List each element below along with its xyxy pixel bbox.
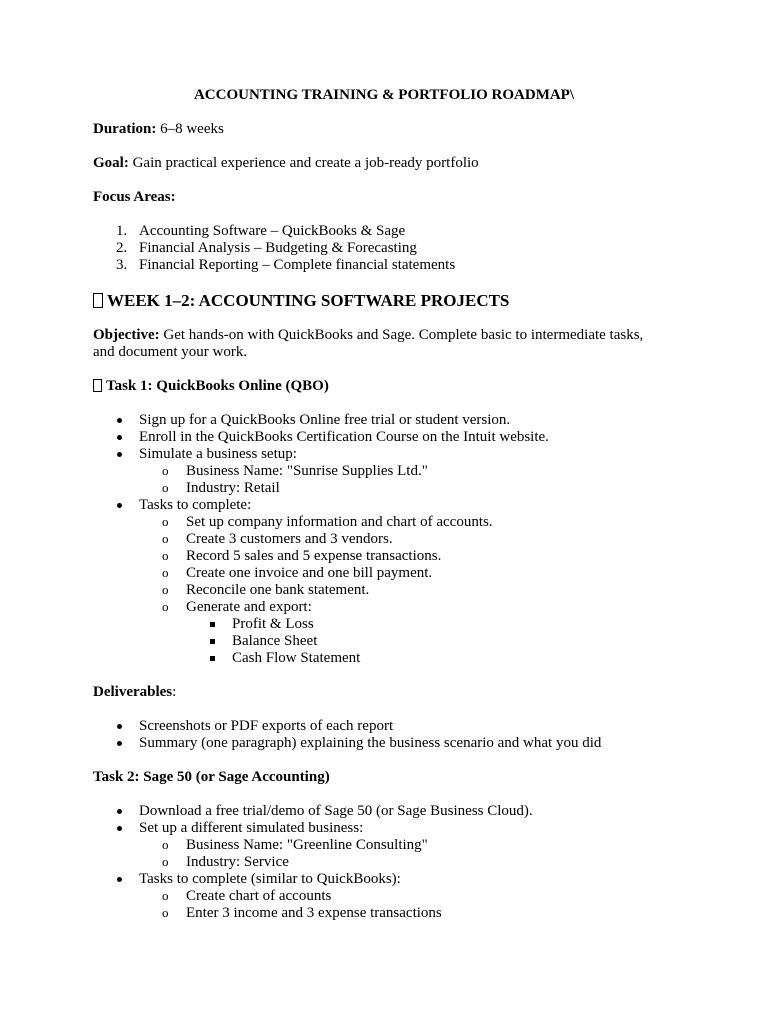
list-item: Enter 3 income and 3 expense transactions — [186, 905, 442, 921]
deliverables-heading — [93, 684, 176, 701]
week-heading-text: WEEK 1–2: ACCOUNTING SOFTWARE PROJECTS — [107, 291, 510, 310]
circle-bullet-icon: o — [162, 582, 169, 597]
circle-bullet-icon: o — [162, 480, 169, 495]
circle-bullet-icon: o — [162, 531, 169, 546]
list-item: Accounting Software – QuickBooks & Sage — [139, 223, 406, 239]
bullet-icon — [117, 809, 122, 814]
list-item: Business Name: "Greenline Consulting" — [186, 837, 428, 853]
list-item: Reconcile one bank statement. — [186, 582, 370, 598]
focus-areas-label: Focus Areas: — [93, 189, 176, 205]
duration-line — [93, 121, 224, 138]
list-item: Record 5 sales and 5 expense transactions. — [186, 548, 442, 564]
circle-bullet-icon: o — [162, 837, 169, 852]
list-item: Set up a different simulated business: — [139, 820, 364, 836]
week-heading — [93, 291, 509, 310]
list-item: Simulate a business setup: — [139, 446, 297, 462]
list-item: Tasks to complete (similar to QuickBooks): — [139, 871, 401, 887]
goal-line — [93, 155, 479, 172]
bullet-icon — [117, 826, 122, 831]
list-item: Enroll in the QuickBooks Certification Course on the Intuit website. — [139, 429, 549, 445]
deliverables-label: Deliverables — [93, 684, 173, 700]
bullet-icon — [117, 503, 122, 508]
document-title: ACCOUNTING TRAINING & PORTFOLIO ROADMAP\ — [193, 87, 575, 103]
bullet-icon — [117, 724, 122, 729]
list-item: Financial Reporting – Complete financial statements — [139, 257, 456, 273]
deliverables-colon: : — [172, 684, 177, 700]
objective-label: Objective: — [93, 327, 160, 343]
bullet-icon — [117, 741, 122, 746]
list-number: 3. — [116, 257, 128, 273]
circle-bullet-icon: o — [162, 599, 169, 614]
list-item: Industry: Service — [186, 854, 289, 870]
objective-line-1 — [93, 327, 643, 344]
objective-text: Get hands-on with QuickBooks and Sage. Complete basic to intermediate tasks, — [159, 327, 644, 343]
list-item: Sign up for a QuickBooks Online free trial or student version. — [139, 412, 511, 428]
list-item: Business Name: "Sunrise Supplies Ltd." — [186, 463, 428, 479]
list-item: Financial Analysis – Budgeting & Forecasting — [139, 240, 417, 256]
circle-bullet-icon: o — [162, 854, 169, 869]
square-bullet-icon — [210, 639, 215, 644]
list-item: Create 3 customers and 3 vendors. — [186, 531, 393, 547]
list-number: 2. — [116, 240, 128, 256]
circle-bullet-icon: o — [162, 905, 169, 920]
list-number: 1. — [116, 223, 128, 239]
list-item: Industry: Retail — [186, 480, 280, 496]
list-item: Screenshots or PDF exports of each report — [139, 718, 394, 734]
square-bullet-icon — [210, 656, 215, 661]
circle-bullet-icon: o — [162, 888, 169, 903]
goal-label: Goal: — [93, 155, 129, 171]
goal-value: Gain practical experience and create a job-ready portfolio — [128, 155, 479, 171]
list-item: Profit & Loss — [232, 616, 314, 632]
bullet-icon — [117, 452, 122, 457]
circle-bullet-icon: o — [162, 514, 169, 529]
list-item: Create chart of accounts — [186, 888, 332, 904]
circle-bullet-icon: o — [162, 565, 169, 580]
task1-heading — [93, 378, 329, 395]
objective-line-2: and document your work. — [93, 344, 248, 360]
circle-bullet-icon: o — [162, 463, 169, 478]
list-item: Cash Flow Statement — [232, 650, 361, 666]
duration-label: Duration: — [93, 121, 157, 137]
list-item: Download a free trial/demo of Sage 50 (or Sage Business Cloud). — [139, 803, 533, 819]
list-item: Tasks to complete: — [139, 497, 252, 513]
list-item: Generate and export: — [186, 599, 312, 615]
bullet-icon — [117, 418, 122, 423]
list-item: Summary (one paragraph) explaining the business scenario and what you did — [139, 735, 602, 751]
duration-value: 6–8 weeks — [156, 121, 224, 137]
task1-heading-text: Task 1: QuickBooks Online (QBO) — [106, 378, 329, 394]
list-item: Balance Sheet — [232, 633, 318, 649]
circle-bullet-icon: o — [162, 548, 169, 563]
bullet-icon — [117, 877, 122, 882]
square-bullet-icon — [210, 622, 215, 627]
bullet-icon — [117, 435, 122, 440]
task2-heading: Task 2: Sage 50 (or Sage Accounting) — [93, 769, 330, 785]
missing-glyph-icon — [93, 379, 102, 392]
list-item: Create one invoice and one bill payment. — [186, 565, 433, 581]
list-item: Set up company information and chart of accounts. — [186, 514, 493, 530]
missing-glyph-icon — [93, 293, 103, 308]
